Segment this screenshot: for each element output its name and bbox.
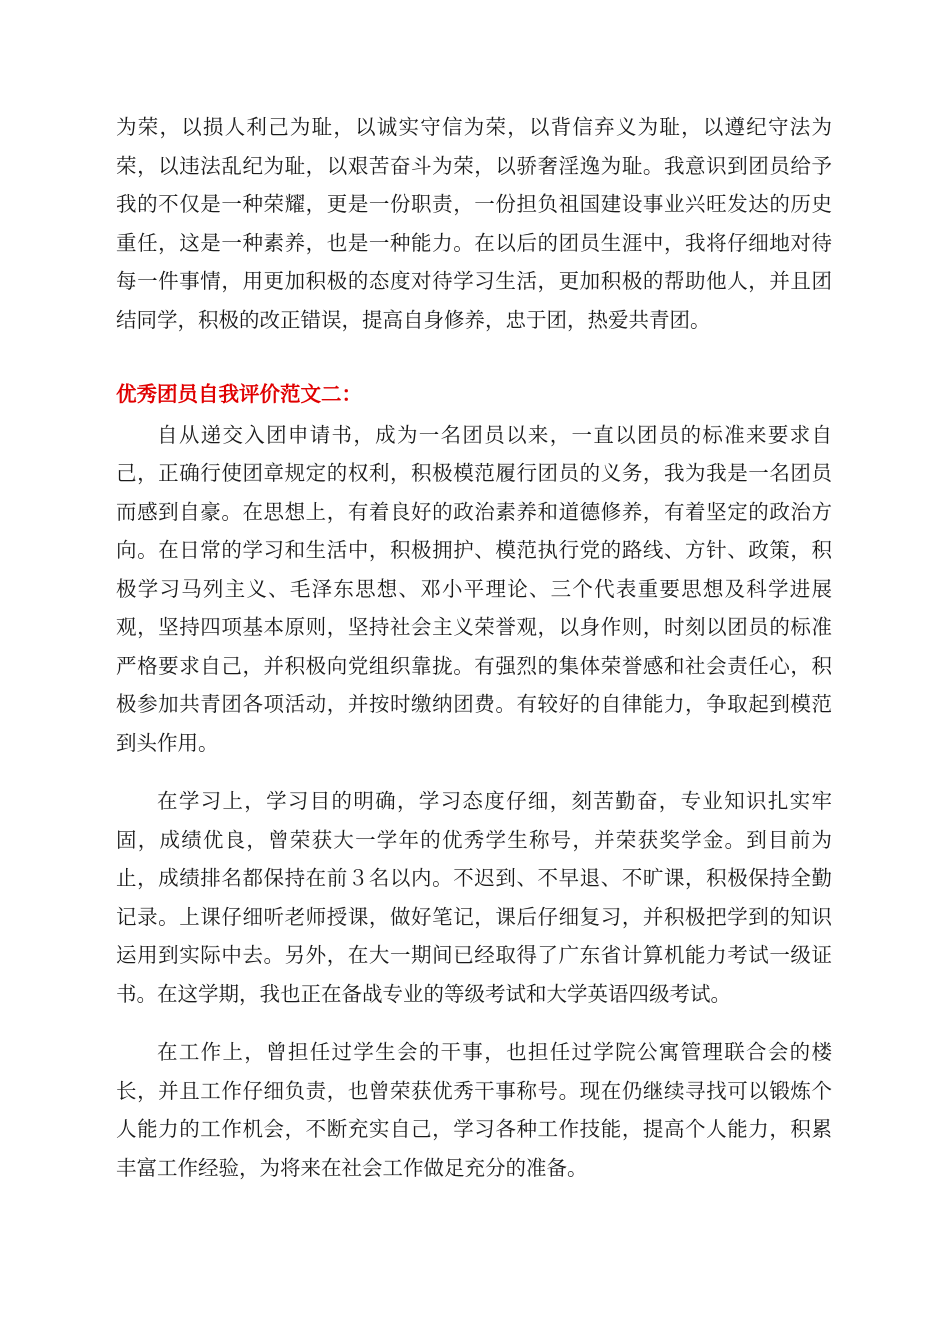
- section-heading: 优秀团员自我评价范文二：: [116, 382, 362, 406]
- paragraph-1: 为荣，以损人利己为耻，以诚实守信为荣，以背信弃义为耻，以遵纪守法为荣，以违法乱纪为耻，以艰苦奋斗为荣，以骄奢淫逸为耻。我意识到团员给予我的不仅是一种荣耀，更是一份职责，一份担负祖国建设事业兴旺发达的历史重任，这是一种素养，也是一种能力。在以后的团员生涯中，我将仔细地对待每一件事情，用更加积极的态度对待学习生活，更加积极的帮助他人，并且团结同学，积极的改正错误，提高自身修养，忠于团，热爱共青团。: [116, 115, 832, 332]
- paragraph-2: 自从递交入团申请书，成为一名团员以来，一直以团员的标准来要求自己，正确行使团章规定的权利，积极模范履行团员的义务，我为我是一名团员而感到自豪。在思想上，有着良好的政治素养和道德修养，有着坚定的政治方向。在日常的学习和生活中，积极拥护、模范执行党的路线、方针、政策，积极学习马列主义、毛泽东思想、邓小平理论、三个代表重要思想及科学进展观，坚持四项基本原则，坚持社会主义荣誉观，以身作则，时刻以团员的标准严格要求自己，并积极向党组织靠拢。有强烈的集体荣誉感和社会责任心，积极参加共青团各项活动，并按时缴纳团费。有较好的自律能力，争取起到模范到头作用。: [116, 422, 832, 755]
- document-page: [116, 108, 832, 1187]
- paragraph-3: 在学习上，学习目的明确，学习态度仔细，刻苦勤奋，专业知识扎实牢固，成绩优良，曾荣获大一学年的优秀学生称号，并荣获奖学金。到目前为止，成绩排名都保持在前３名以内。不迟到、不早退、不旷课，积极保持全勤记录。上课仔细听老师授课，做好笔记，课后仔细复习，并积极把学到的知识运用到实际中去。另外，在大一期间已经取得了广东省计算机能力考试一级证书。在这学期，我也正在备战专业的等级考试和大学英语四级考试。: [116, 789, 832, 1006]
- paragraph-4: 在工作上，曾担任过学生会的干事，也担任过学院公寓管理联合会的楼长，并且工作仔细负责，也曾荣获优秀干事称号。现在仍继续寻找可以锻炼个人能力的工作机会，不断充实自己，学习各种工作技能，提高个人能力，积累丰富工作经验，为将来在社会工作做足充分的准备。: [116, 1040, 832, 1180]
